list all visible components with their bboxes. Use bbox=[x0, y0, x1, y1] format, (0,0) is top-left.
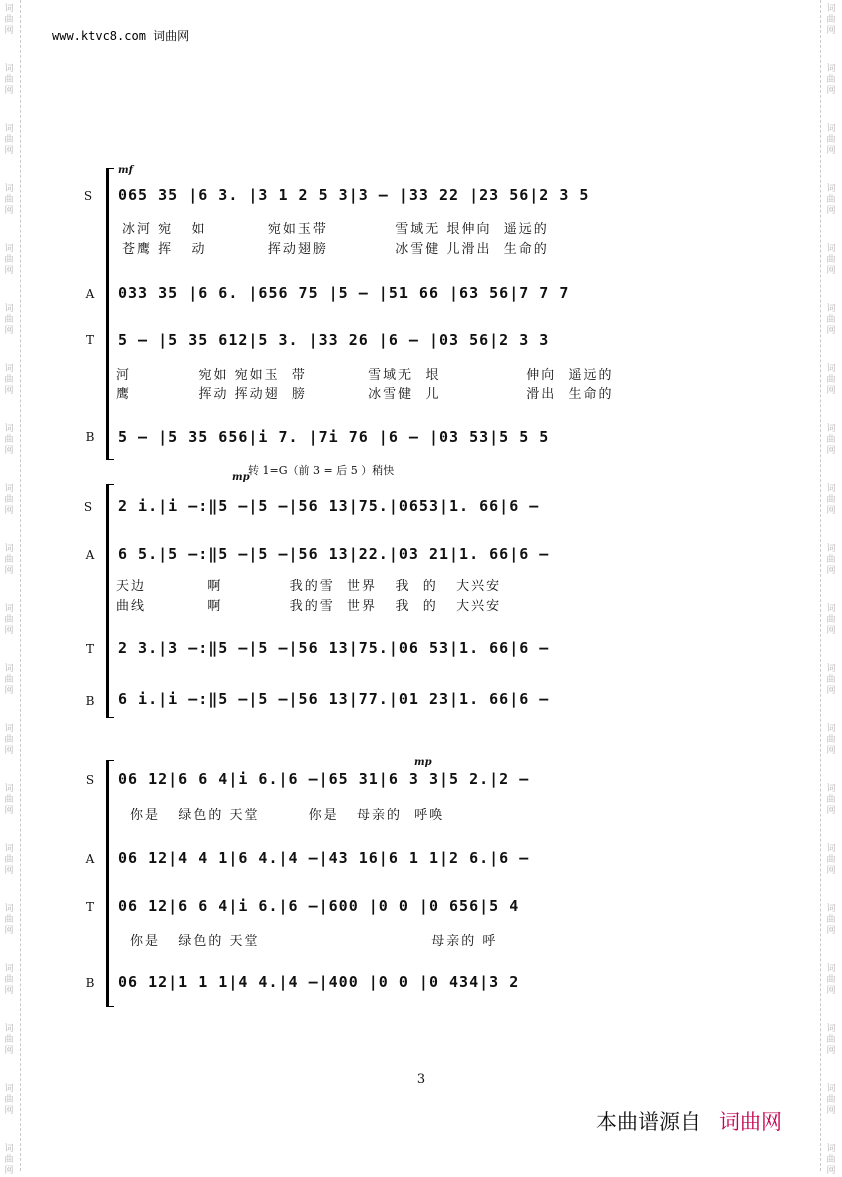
watermark-glyph-group: 词 曲 网 bbox=[826, 1084, 836, 1116]
voice-label-bass: B bbox=[85, 976, 95, 990]
voice-label-soprano: S bbox=[83, 500, 93, 514]
watermark-glyph-group: 词 曲 网 bbox=[826, 244, 836, 276]
voice-label-tenor: T bbox=[85, 333, 94, 347]
watermark-glyph-group: 词 曲 网 bbox=[4, 1144, 14, 1176]
watermark-glyph-group: 词 曲 网 bbox=[4, 364, 14, 396]
voice-label-bass: B bbox=[85, 694, 95, 708]
watermark-glyph-group: 词 曲 网 bbox=[4, 964, 14, 996]
watermark-glyph-group: 词 曲 网 bbox=[826, 184, 836, 216]
alto-notes: 033 35 |6 6. |656 75 |5 – |51 66 |63 56|7 7 7 bbox=[118, 284, 570, 302]
watermark-glyph-group: 词 曲 网 bbox=[826, 364, 836, 396]
watermark-glyph-group: 词 曲 网 bbox=[826, 1144, 836, 1176]
system-bracket bbox=[106, 760, 114, 1007]
alto-notes: 6 5.|5 –:‖5 –|5 –|56 13|22.|03 21|1. 66|6 – bbox=[118, 545, 550, 563]
soprano-notes: 2 i.|i –:‖5 –|5 –|56 13|75.|0653|1. 66|6 – bbox=[118, 497, 540, 515]
watermark-glyph-group: 词 曲 网 bbox=[4, 244, 14, 276]
voice-label-soprano: S bbox=[85, 773, 95, 787]
watermark-glyph-group: 词 曲 网 bbox=[826, 544, 836, 576]
voice-label-alto: A bbox=[85, 548, 95, 562]
alto-notes: 06 12|4 4 1|6 4.|4 –|43 16|6 1 1|2 6.|6 – bbox=[118, 849, 530, 867]
tenor-lyrics-verse-1: 河 宛如 宛如玉 带 雪域无 垠 伸向 遥远的 bbox=[116, 368, 614, 383]
watermark-glyph-group: 词 曲 网 bbox=[826, 964, 836, 996]
alto-lyrics-verse-2: 曲线 啊 我的雪 世界 我 的 大兴安 bbox=[116, 599, 502, 614]
watermark-glyph-group: 词 曲 网 bbox=[4, 1084, 14, 1116]
watermark-glyph-group: 词 曲 网 bbox=[826, 904, 836, 936]
voice-label-tenor: T bbox=[85, 900, 94, 914]
voice-label-alto: A bbox=[85, 852, 95, 866]
site-url[interactable]: www.ktvc8.com 词曲网 bbox=[52, 29, 190, 43]
source-credit bbox=[596, 1106, 782, 1136]
tenor-notes: 5 – |5 35 612|5 3. |33 26 |6 – |03 56|2 3 3 bbox=[118, 331, 550, 349]
voice-label-alto: A bbox=[85, 287, 95, 301]
alto-lyrics-verse-1: 天边 啊 我的雪 世界 我 的 大兴安 bbox=[116, 579, 502, 594]
dynamic-marking: mf bbox=[118, 165, 133, 176]
watermark-glyph-group: 词 曲 网 bbox=[826, 844, 836, 876]
watermark-glyph-group: 词 曲 网 bbox=[826, 1024, 836, 1056]
bass-notes: 5 – |5 35 656|i 7. |7i 76 |6 – |03 53|5 5 5 bbox=[118, 428, 550, 446]
watermark-glyph-group: 词 曲 网 bbox=[4, 1024, 14, 1056]
watermark-glyph-group: 词 曲 网 bbox=[4, 304, 14, 336]
watermark-glyph-group: 词 曲 网 bbox=[826, 4, 836, 36]
dynamic-marking: mp bbox=[414, 757, 432, 768]
watermark-glyph-group: 词 曲 网 bbox=[826, 124, 836, 156]
voice-label-soprano: S bbox=[83, 189, 93, 203]
watermark-glyph-group: 词 曲 网 bbox=[4, 904, 14, 936]
watermark-glyph-group: 词 曲 网 bbox=[826, 304, 836, 336]
watermark-glyph-group: 词 曲 网 bbox=[826, 484, 836, 516]
watermark-glyph-group: 词 曲 网 bbox=[4, 544, 14, 576]
dynamic-marking: mp bbox=[232, 472, 250, 483]
bass-notes: 6 i.|i –:‖5 –|5 –|56 13|77.|01 23|1. 66|6 – bbox=[118, 690, 550, 708]
watermark-glyph-group: 词 曲 网 bbox=[4, 424, 14, 456]
watermark-glyph-group: 词 曲 网 bbox=[826, 424, 836, 456]
tenor-notes: 06 12|6 6 4|i 6.|6 –|600 |0 0 |0 656|5 4 bbox=[118, 897, 520, 915]
watermark-glyph-group: 词 曲 网 bbox=[4, 184, 14, 216]
bass-notes: 06 12|1 1 1|4 4.|4 –|400 |0 0 |0 434|3 2 bbox=[118, 973, 520, 991]
tenor-notes: 2 3.|3 –:‖5 –|5 –|56 13|75.|06 53|1. 66|6 – bbox=[118, 639, 550, 657]
watermark-glyph-group: 词 曲 网 bbox=[826, 664, 836, 696]
key-change-marking: 转 1=G（前 3 = 后 5 ）稍快 bbox=[248, 464, 395, 477]
watermark-glyph-group: 词 曲 网 bbox=[4, 484, 14, 516]
tenor-lyrics: 你是 绿色的 天堂 母亲的 呼 bbox=[130, 934, 498, 949]
soprano-notes: 065 35 |6 3. |3 1 2 5 3|3 – |33 22 |23 56|2 3 5 bbox=[118, 186, 590, 204]
watermark-glyph-group: 词 曲 网 bbox=[4, 844, 14, 876]
soprano-lyrics-verse-2: 苍鹰 挥 动 挥动翅膀 冰雪健 儿滑出 生命的 bbox=[122, 242, 549, 257]
voice-label-tenor: T bbox=[85, 642, 94, 656]
watermark-glyph-group: 词 曲 网 bbox=[4, 604, 14, 636]
source-label: 本曲谱源自 bbox=[596, 1110, 701, 1134]
voice-label-bass: B bbox=[85, 430, 95, 444]
watermark-glyph-group: 词 曲 网 bbox=[826, 64, 836, 96]
watermark-glyph-group: 词 曲 网 bbox=[4, 64, 14, 96]
watermark-glyph-group: 词 曲 网 bbox=[826, 724, 836, 756]
page-number: 3 bbox=[416, 1072, 426, 1087]
soprano-lyrics-verse-1: 冰河 宛 如 宛如玉带 雪域无 垠伸向 遥远的 bbox=[122, 222, 549, 237]
soprano-lyrics: 你是 绿色的 天堂 你是 母亲的 呼唤 bbox=[130, 808, 445, 823]
watermark-glyph-group: 词 曲 网 bbox=[4, 784, 14, 816]
watermark-glyph-group: 词 曲 网 bbox=[4, 724, 14, 756]
soprano-notes: 06 12|6 6 4|i 6.|6 –|65 31|6 3 3|5 2.|2 – bbox=[118, 770, 530, 788]
watermark-glyph-group: 词 曲 网 bbox=[826, 784, 836, 816]
tenor-lyrics-verse-2: 鹰 挥动 挥动翅 膀 冰雪健 儿 滑出 生命的 bbox=[116, 387, 614, 402]
watermark-glyph-group: 词 曲 网 bbox=[4, 4, 14, 36]
watermark-glyph-group: 词 曲 网 bbox=[826, 604, 836, 636]
watermark-glyph-group: 词 曲 网 bbox=[4, 124, 14, 156]
source-brand-link[interactable]: 词曲网 bbox=[719, 1110, 782, 1134]
watermark-glyph-group: 词 曲 网 bbox=[4, 664, 14, 696]
